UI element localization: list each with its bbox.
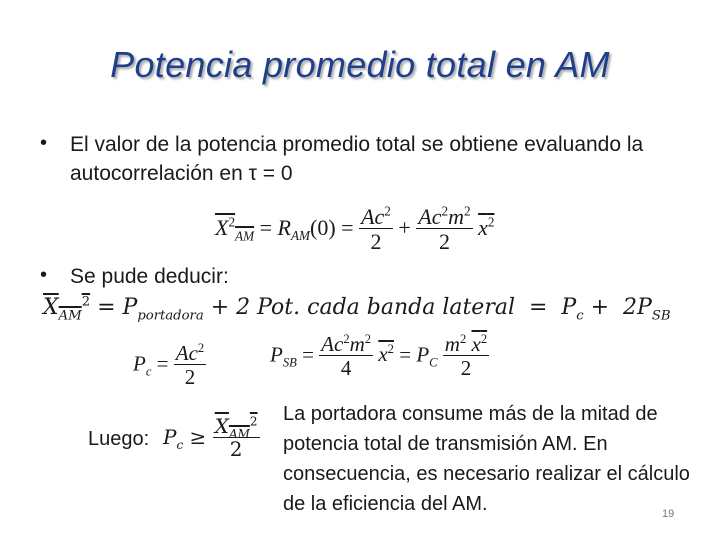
equation-potencia-banda-lateral: $P_{SB}$ = $\frac{Ac^2m^2}{4}$ $x^2 = P_C$ $\frac{m^2 x^2}{2}$	[270, 332, 488, 381]
bullet-autocorrelacion	[40, 130, 690, 188]
bullet-dot: •	[40, 264, 48, 286]
bullet-dot: •	[40, 132, 48, 154]
luego-label: Luego:	[88, 428, 150, 450]
conclusion-text: La portadora consume más de la mitad de potencia total de transmisión AM. En consecuencia, es necesario realizar el cálculo de la eficiencia del AM.	[283, 403, 690, 515]
equation-desigualdad-portadora: $P_c$ ≥ $\frac{X_{AM}^2}{2}$	[163, 414, 258, 461]
equation-potencia-total-deducida: $X_{AM}^2 = P_{portadora} + 2$ Pot. cada banda lateral = $P_c + 2P_{SB}$	[43, 294, 671, 324]
bullet-text: Se pude deducir:	[70, 265, 229, 288]
bullet-text: El valor de la potencia promedio total se obtiene evaluando la autocorrelación en τ = 0	[70, 133, 644, 185]
equation-potencia-promedio: $X^2_{AM} = R_{AM}(0)$ = $\frac{Ac^2}{2}$ + $\frac{Ac^2m^2}{2}$ $x^2$	[215, 203, 495, 255]
slide-title: Potencia promedio total en AM	[110, 44, 610, 85]
bullet-deducir	[40, 262, 470, 291]
page-number: 19	[662, 508, 675, 520]
equation-potencia-portadora: $P_c$ = $\frac{Ac^2}{2}$	[133, 341, 205, 390]
